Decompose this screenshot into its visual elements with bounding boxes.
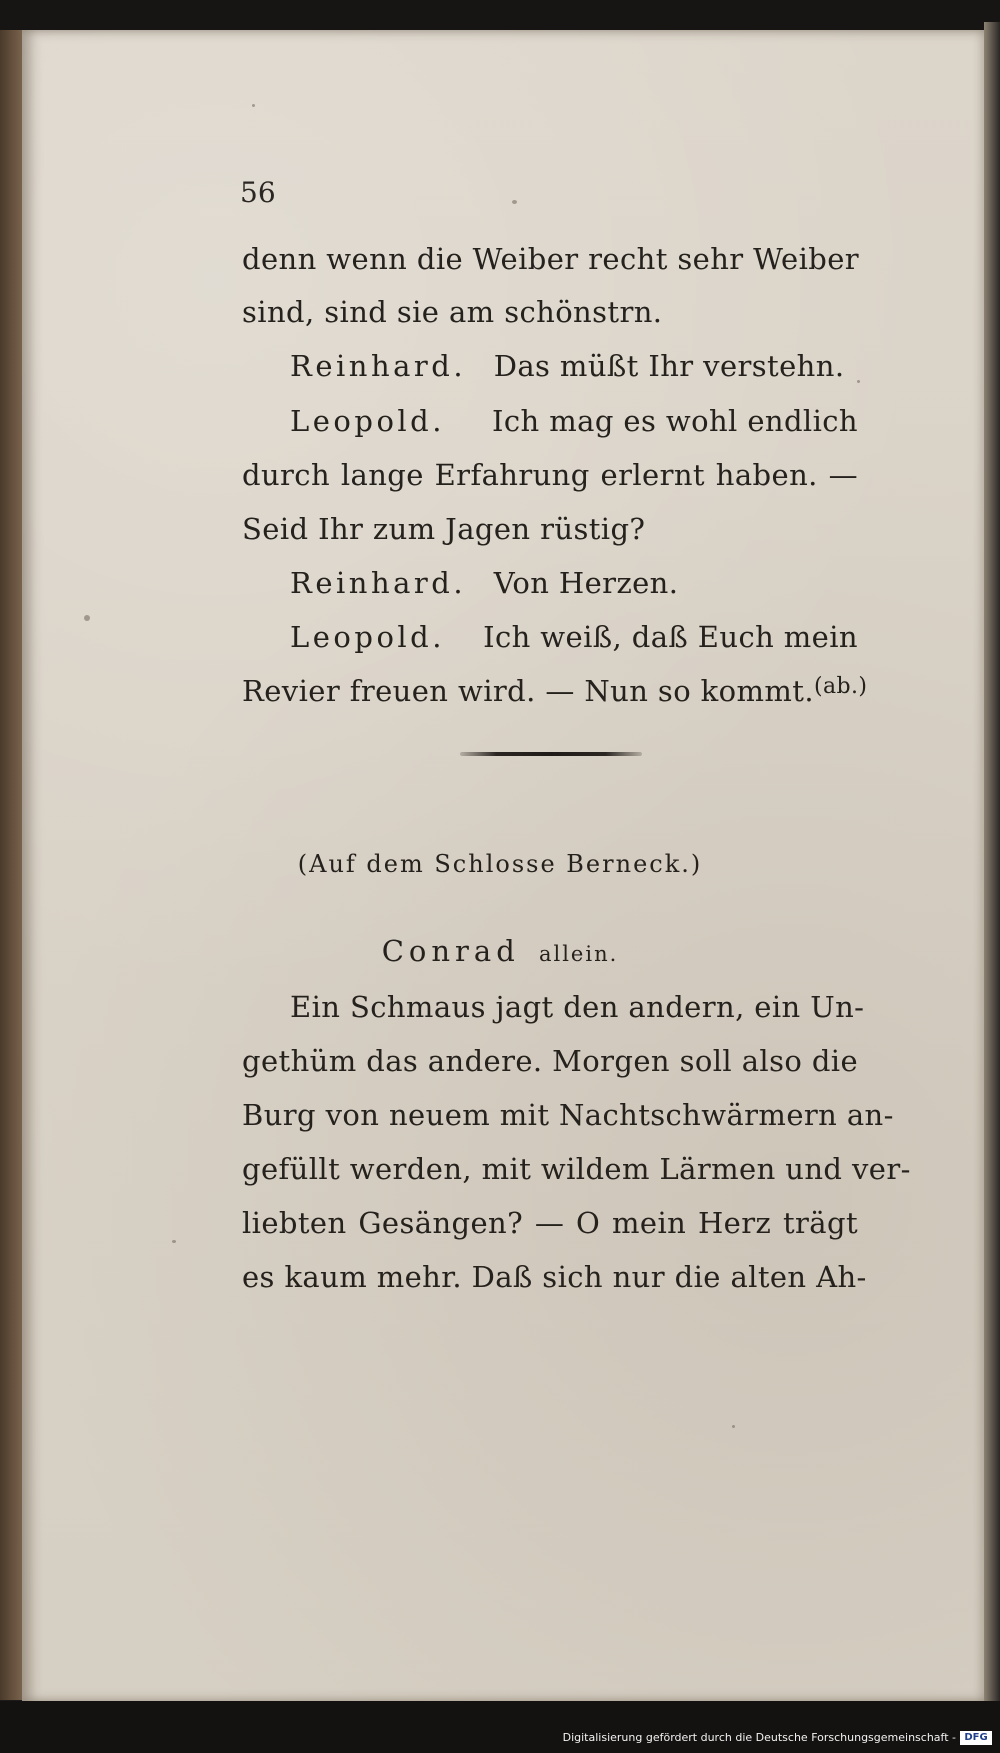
stage-direction: (ab.) bbox=[813, 674, 868, 699]
dialogue-line bbox=[290, 404, 858, 438]
character-heading bbox=[0, 934, 1000, 968]
dialogue-text: Von Herzen. bbox=[493, 566, 679, 600]
dialogue-line: durch lange Erfahrung erlernt haben. — bbox=[242, 458, 858, 492]
text-line: sind, sind sie am schönstrn. bbox=[242, 295, 663, 329]
monologue-line: gefüllt werden, mit wildem Lärmen und ver- bbox=[242, 1152, 911, 1186]
character-name: Conrad bbox=[381, 934, 520, 968]
text-line: denn wenn die Weiber recht sehr Weiber bbox=[242, 242, 860, 276]
dialogue-line bbox=[290, 349, 844, 383]
monologue-line: liebten Gesängen? — O mein Herz trägt bbox=[242, 1206, 858, 1240]
monologue-line: es kaum mehr. Daß sich nur die alten Ah- bbox=[242, 1260, 867, 1294]
speaker-name: Reinhard. bbox=[290, 349, 467, 383]
paper-speck bbox=[84, 615, 90, 621]
monologue-line: Burg von neuem mit Nachtschwärmern an- bbox=[242, 1098, 894, 1132]
paper-speck bbox=[857, 380, 860, 383]
page-number: 56 bbox=[240, 176, 276, 209]
speaker-name: Leopold. bbox=[290, 404, 445, 438]
dialogue-text: Revier freuen wird. — Nun so kommt. bbox=[242, 674, 814, 708]
digitization-credit: Digitalisierung gefördert durch die Deutsche Forschungsgemeinschaft - bbox=[562, 1731, 956, 1744]
dialogue-text: Ich mag es wohl endlich bbox=[492, 404, 858, 438]
dialogue-line bbox=[290, 620, 858, 654]
paper-speck bbox=[252, 104, 255, 107]
dialogue-line bbox=[290, 566, 678, 600]
speaker-name: Reinhard. bbox=[290, 566, 467, 600]
dfg-logo: DFG bbox=[960, 1731, 992, 1745]
paper-speck bbox=[512, 200, 517, 204]
section-divider bbox=[460, 752, 642, 756]
monologue-line: gethüm das andere. Morgen soll also die bbox=[242, 1044, 859, 1078]
paper-speck bbox=[172, 1240, 176, 1243]
dialogue-text: Ich weiß, daß Euch mein bbox=[483, 620, 858, 654]
monologue-line: Ein Schmaus jagt den andern, ein Un- bbox=[290, 990, 865, 1024]
scene-heading: (Auf dem Schlosse Berneck.) bbox=[297, 850, 703, 878]
paper-speck bbox=[732, 1425, 735, 1428]
dialogue-line: Seid Ihr zum Jagen rüstig? bbox=[242, 512, 646, 546]
scan-footer bbox=[0, 1701, 1000, 1753]
speaker-name: Leopold. bbox=[290, 620, 445, 654]
character-note: allein. bbox=[538, 942, 619, 966]
dialogue-text: Das müßt Ihr verstehn. bbox=[493, 349, 845, 383]
dialogue-line bbox=[242, 674, 868, 708]
